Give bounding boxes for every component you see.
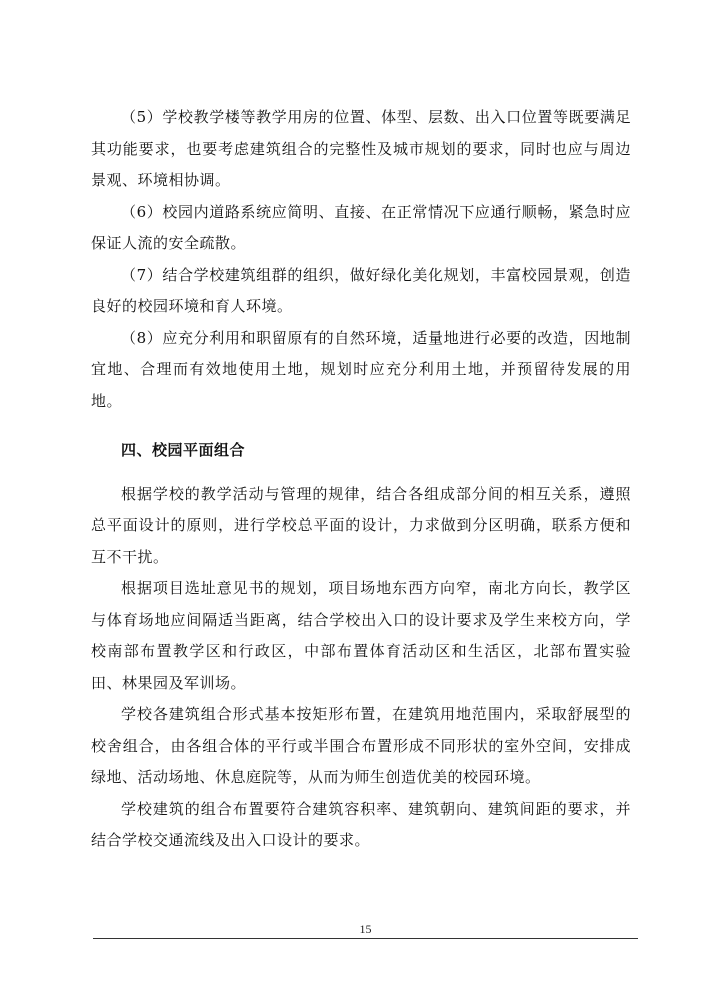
paragraph-item-5: （5）学校教学楼等教学用房的位置、体型、层数、出入口位置等既要满足其功能要求，也要考虑建筑组合的完整性及城市规划的要求，同时也应与周边景观、环境相协调。 <box>91 108 631 189</box>
page-footer <box>93 922 638 939</box>
page-number: 15 <box>359 922 372 936</box>
paragraph-layout-principles: 根据学校的教学活动与管理的规律，结合各组成部分间的相互关系，遵照总平面设计的原则，进行学校总平面的设计，力求做到分区明确，联系方便和互不干扰。 <box>91 484 631 566</box>
page-body <box>91 102 631 857</box>
paragraph-item-8: （8）应充分利用和职留原有的自然环境，适量地进行必要的改造，因地制宜地、合理而有效地使用土地，规划时应充分利用土地，并预留待发展的用地。 <box>91 328 631 410</box>
paragraph-site-zoning: 根据项目选址意见书的规划，项目场地东西方向窄，南北方向长，教学区与体育场地应间隔适当距离，结合学校出入口的设计要求及学生来校方向，学校南部布置教学区和行政区，中部布置体育活动区和生活区，北部布置实验田、林果园及军训场。 <box>91 579 631 692</box>
paragraph-building-form: 学校各建筑组合形式基本按矩形布置，在建筑用地范围内，采取舒展型的校舍组合，由各组合体的平行或半围合布置形成不同形状的室外空间，安排成绿地、活动场地、休息庭院等，从而为师生创造优美的校园环境。 <box>91 705 631 786</box>
paragraph-item-7: （7）结合学校建筑组群的组织，做好绿化美化规划，丰富校园景观，创造良好的校园环境和育人环境。 <box>91 265 631 315</box>
paragraph-item-6: （6）校园内道路系统应简明、直接、在正常情况下应通行顺畅，紧急时应保证人流的安全疏散。 <box>91 202 631 252</box>
paragraph-building-requirements: 学校建筑的组合布置要符合建筑容积率、建筑朝向、建筑间距的要求，并结合学校交通流线及出入口设计的要求。 <box>91 799 631 849</box>
footer-divider <box>93 938 638 939</box>
section-heading: 四、校园平面组合 <box>121 441 246 459</box>
